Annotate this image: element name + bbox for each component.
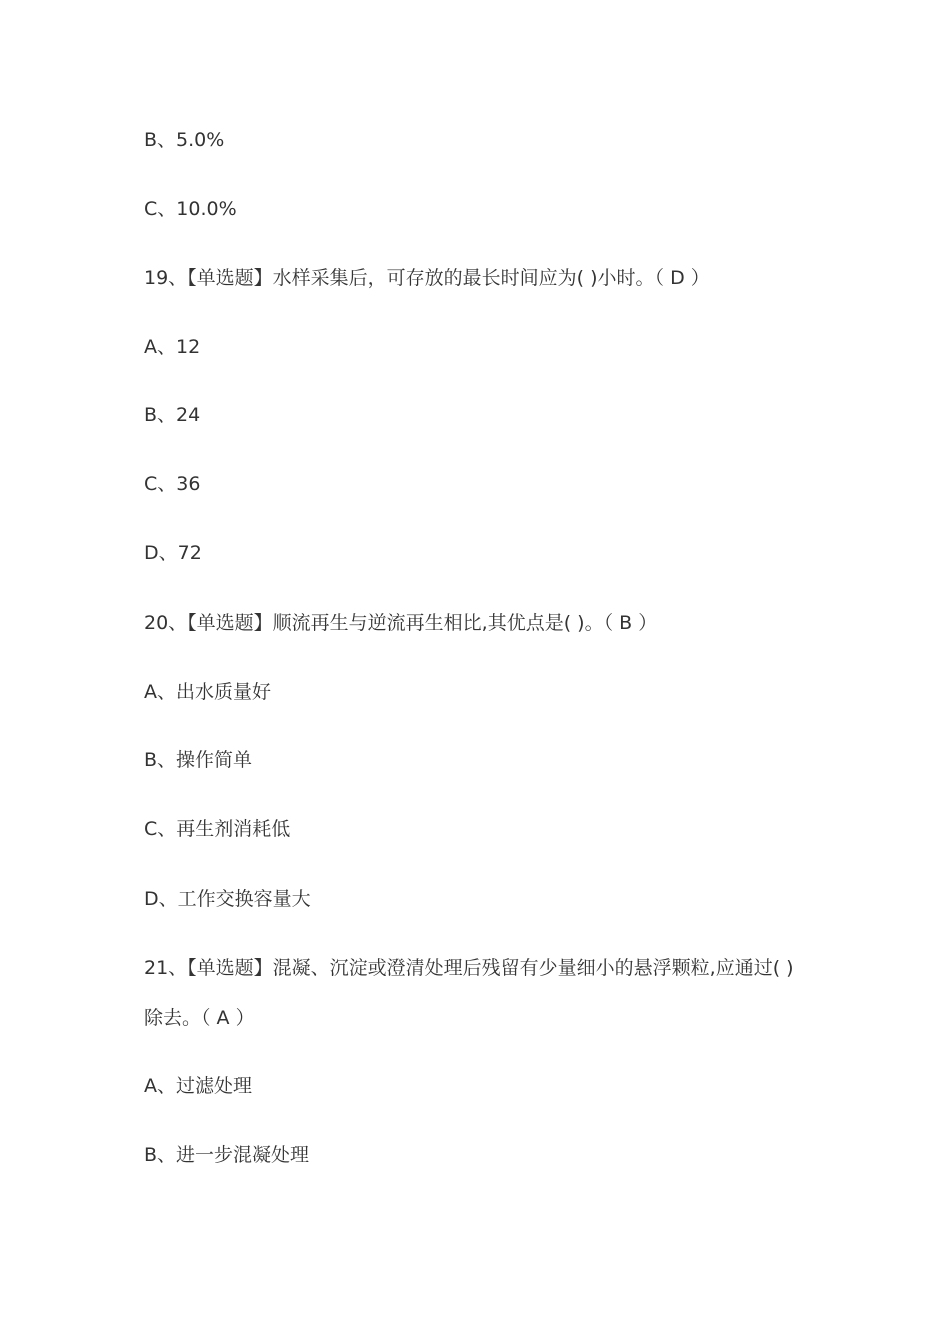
q18-option-c: C、10.0% bbox=[144, 198, 237, 220]
q20-option-b: B、操作简单 bbox=[144, 749, 253, 771]
q20-option-d: D、工作交换容量大 bbox=[144, 888, 311, 910]
q21-option-a: A、过滤处理 bbox=[144, 1075, 252, 1097]
q20-option-a: A、出水质量好 bbox=[144, 681, 271, 703]
q19-option-b: B、24 bbox=[144, 404, 201, 426]
q21-option-b: B、进一步混凝处理 bbox=[144, 1144, 310, 1166]
q19-question: 19、【单选题】水样采集后，可存放的最长时间应为( )小时。（ D ） bbox=[144, 267, 710, 289]
q18-option-b: B、5.0% bbox=[144, 129, 225, 151]
q19-option-d: D、72 bbox=[144, 542, 202, 564]
q19-option-a: A、12 bbox=[144, 336, 201, 358]
q20-question: 20、【单选题】顺流再生与逆流再生相比,其优点是( )。（ B ） bbox=[144, 612, 658, 634]
q19-option-c: C、36 bbox=[144, 473, 201, 495]
q20-option-c: C、再生剂消耗低 bbox=[144, 818, 291, 840]
q21-question-line1: 21、【单选题】混凝、沉淀或澄清处理后残留有少量细小的悬浮颗粒,应通过( ) bbox=[144, 957, 794, 979]
q21-question-line2: 除去。（ A ） bbox=[144, 1007, 255, 1029]
